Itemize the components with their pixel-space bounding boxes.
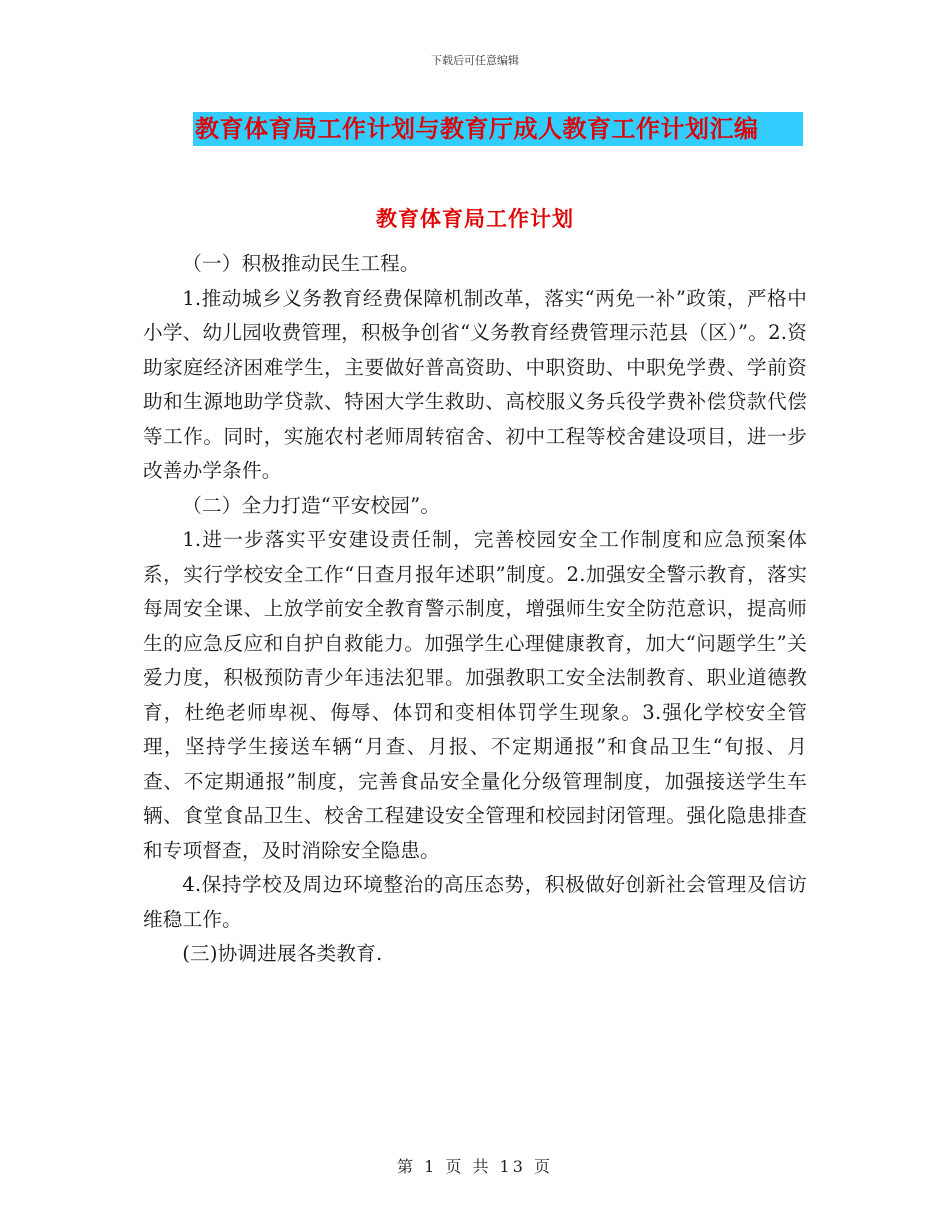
paragraph-heading-3: (三)协调进展各类教育. (182, 942, 383, 965)
main-title: 教育体育局工作计划与教育厅成人教育工作计划汇编 (195, 115, 759, 143)
paragraph-heading-2: （二）全力打造“平安校园”。 (182, 493, 441, 517)
paragraph: 1.推动城乡义务教育经费保障机制改革，落实“两免一补”政策，严格中小学、幼儿园收费管理，积极争创省“义务教育经费管理示范县（区）”。2.资助家庭经济困难学生，主要做好普高资助、中职资助、中职免学费、学前资助和生源地助学贷款、特困大学生救助、高校服义务兵役学费补偿贷款代偿等工作。同时，实施农村老师周转宿舍、初中工程等校舍建设项目，进一步改善办学条件。 (143, 286, 807, 482)
paragraph: 1.进一步落实平安建设责任制，完善校园安全工作制度和应急预案体系，实行学校安全工作“日查月报年述职”制度。2.加强安全警示教育，落实每周安全课、上放学前安全教育警示制度，增强师生安全防范意识，提高师生的应急反应和自护自救能力。加强学生心理健康教育，加大“问题学生”关爱力度，积极预防青少年违法犯罪。加强教职工安全法制教育、职业道德教育，杜绝老师卑视、侮辱、体罚和变相体罚学生现象。3.强化学校安全管理，坚持学生接送车辆“月查、月报、不定期通报”和食品卫生“旬报、月查、不定期通报”制度，完善食品安全量化分级管理制度，加强接送学生车辆、食堂食品卫生、校舍工程建设安全管理和校园封闭管理。强化隐患排查和专项督查，及时消除安全隐患。 (143, 528, 807, 862)
main-title-highlight (193, 112, 803, 146)
paragraph: 4.保持学校及周边环境整治的高压态势，积极做好创新社会管理及信访维稳工作。 (143, 873, 807, 931)
header-note: 下载后可任意编辑 (431, 54, 519, 67)
section-title: 教育体育局工作计划 (376, 207, 574, 231)
document-body (143, 247, 807, 972)
paragraph-heading-1: （一）积极推动民生工程。 (182, 252, 420, 275)
page-footer: 第 1 页 共 13 页 (397, 1157, 553, 1176)
